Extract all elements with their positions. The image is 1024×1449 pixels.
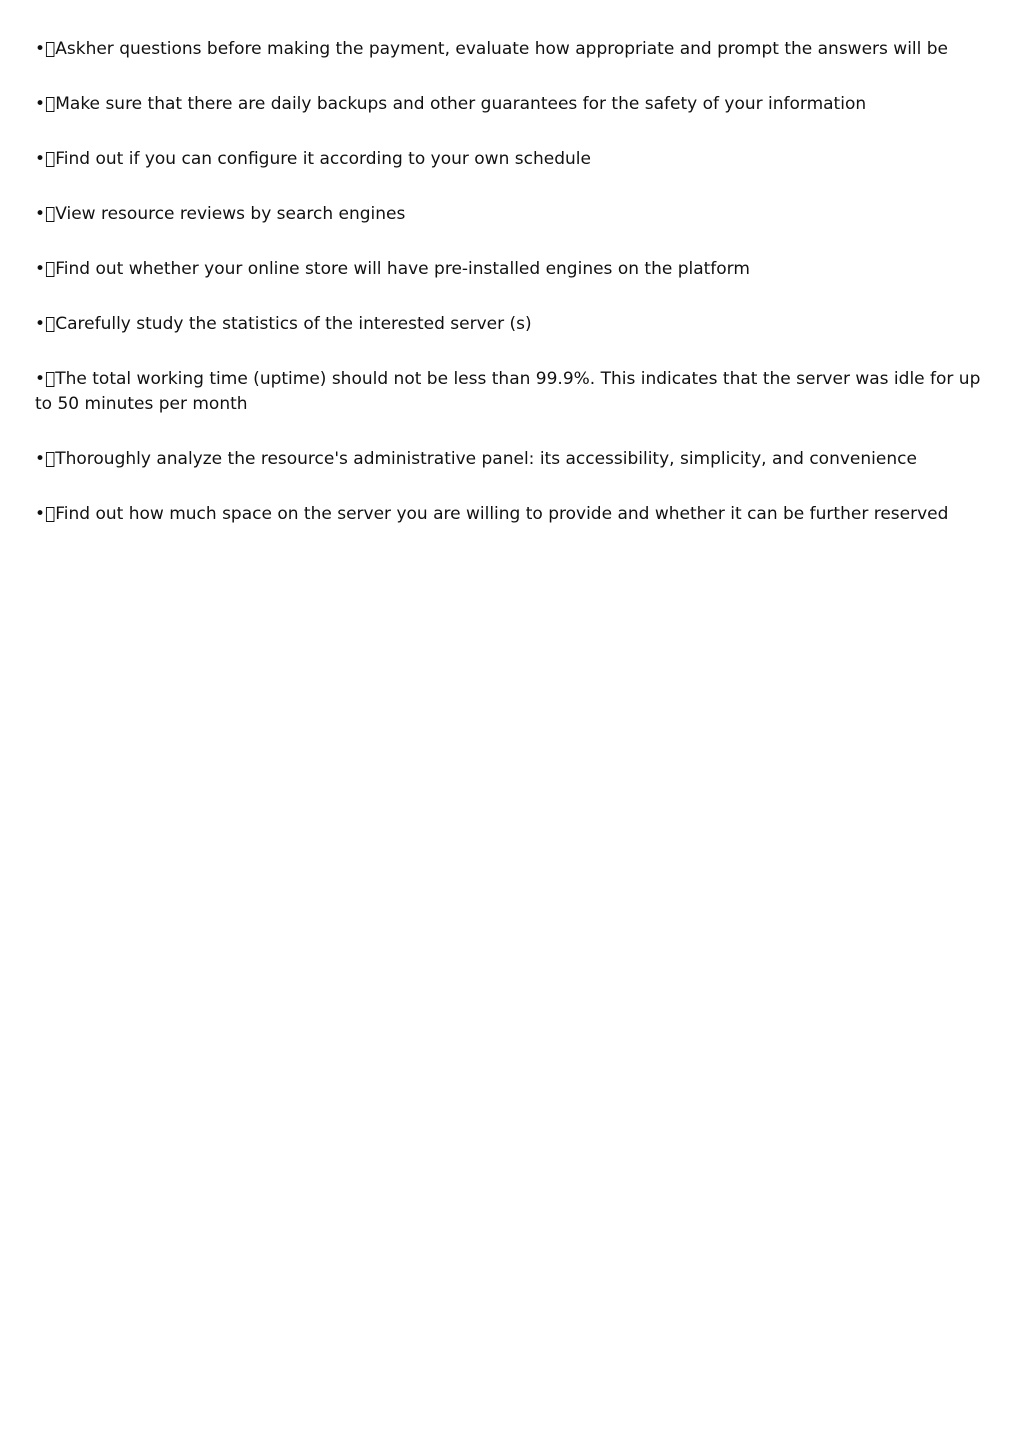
- list-item: [35, 447, 995, 472]
- list-item: [35, 367, 995, 417]
- item-lead-word: Find: [50, 259, 86, 279]
- item-text: study the statistics of the interested server (s): [131, 314, 527, 334]
- item-lead-word: Make: [50, 94, 96, 114]
- item-lead-word: The: [50, 369, 83, 389]
- bullet-marker: •: [35, 449, 51, 469]
- list-item: [35, 257, 995, 282]
- bullet-marker: •: [35, 369, 51, 389]
- bullet-marker: •: [35, 504, 51, 524]
- item-text: analyze the resource's administrative panel: its accessibility, simplicity, and convenience: [151, 449, 913, 469]
- bullet-marker: •: [35, 149, 51, 169]
- item-lead-word: Find: [50, 504, 86, 524]
- item-text: out whether your online store will have pre-installed engines on the platform: [90, 259, 746, 279]
- bullet-marker: •: [35, 204, 51, 224]
- item-lead-word: Find: [50, 149, 86, 169]
- list-item: [35, 502, 995, 527]
- bullet-marker: •: [35, 314, 51, 334]
- bullet-marker: •: [35, 39, 51, 59]
- item-lead-word: View: [50, 204, 91, 224]
- item-text: out how much space on the server you are willing to provide and whether it can be further reserved: [90, 504, 944, 524]
- item-text: sure that there are daily backups and other guarantees for the safety of your information: [100, 94, 862, 114]
- list-item: [35, 37, 995, 62]
- item-text: total working time (uptime) should not be less than 99.9%. This indicates that the server was idle for up to 50 minutes per month: [35, 369, 976, 414]
- bullet-marker: •: [35, 259, 51, 279]
- item-lead-word: Thoroughly: [50, 449, 147, 469]
- item-text: her questions before making the payment, evaluate how appropriate and prompt the answers will be: [80, 39, 944, 59]
- list-item: [35, 92, 995, 117]
- list-item: [35, 312, 995, 337]
- item-text: resource reviews by search engines: [96, 204, 401, 224]
- item-lead-word: Ask: [50, 39, 81, 59]
- item-text: out if you can configure it according to your own schedule: [90, 149, 587, 169]
- item-lead-word: Carefully: [50, 314, 127, 334]
- list-item: [35, 202, 995, 227]
- bullet-marker: •: [35, 94, 51, 114]
- list-item: [35, 147, 995, 172]
- bullet-list: [35, 37, 995, 557]
